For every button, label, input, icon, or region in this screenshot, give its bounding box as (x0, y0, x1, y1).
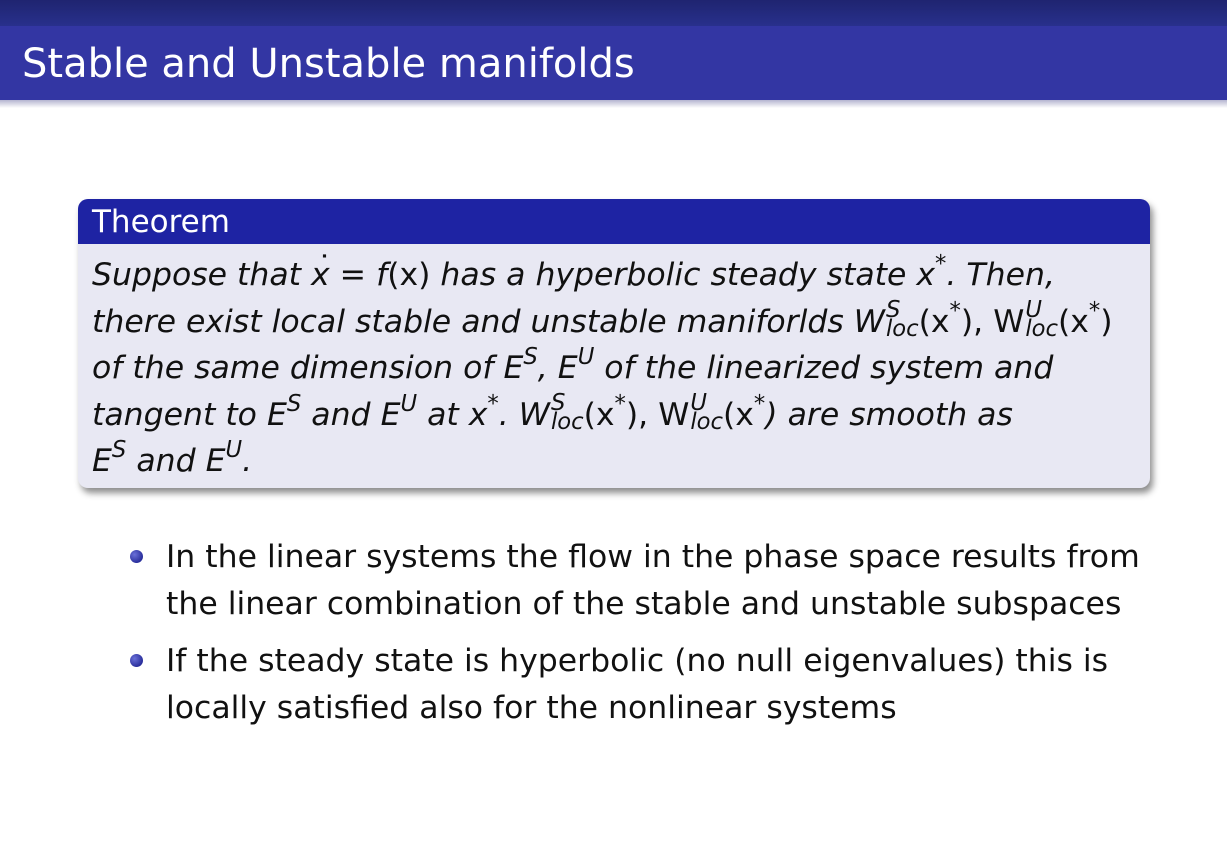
theorem-line-2: there exist local stable and unstable maniforlds W S loc (x*), W U loc (x*) (92, 296, 1113, 343)
theorem-heading: Theorem (78, 199, 1150, 244)
w-unstable-scripts: U loc (1025, 296, 1058, 343)
theorem-body (78, 244, 1150, 485)
w-stable-scripts: S loc (885, 296, 919, 343)
x-dot-symbol: x ˙ (311, 252, 330, 299)
theorem-line-3: of the same dimension of $E^S$, $E^U$ of the linearized system and (92, 343, 1054, 386)
list-item: In the linear systems the flow in the phase space results from the linear combination of the stable and unstable subspaces (130, 534, 1190, 628)
theorem-block (78, 199, 1150, 488)
w-stable-scripts-2: S loc (550, 389, 584, 436)
bullet-list (130, 534, 1190, 742)
theorem-line-5: $E^S$ and $E^U$. (92, 436, 253, 479)
list-item: If the steady state is hyperbolic (no null eigenvalues) this is locally satisfied also for the nonlinear systems (130, 638, 1190, 732)
slide-title: Stable and Unstable manifolds (22, 41, 635, 87)
w-unstable-scripts-2: U loc (690, 389, 723, 436)
title-bar-shadow (0, 100, 1227, 108)
slide-top-strip (0, 0, 1227, 26)
bullet-icon (130, 550, 143, 563)
theorem-line-4: tangent to $E^S$ and $E^U$ at x*. W S loc (x*), W U loc (x*) are smooth as (92, 389, 1013, 436)
theorem-line-1: Suppose that x ˙ = f(x) has a hyperbolic steady state x*. Then, (92, 252, 1136, 299)
bullet-icon (130, 654, 143, 667)
